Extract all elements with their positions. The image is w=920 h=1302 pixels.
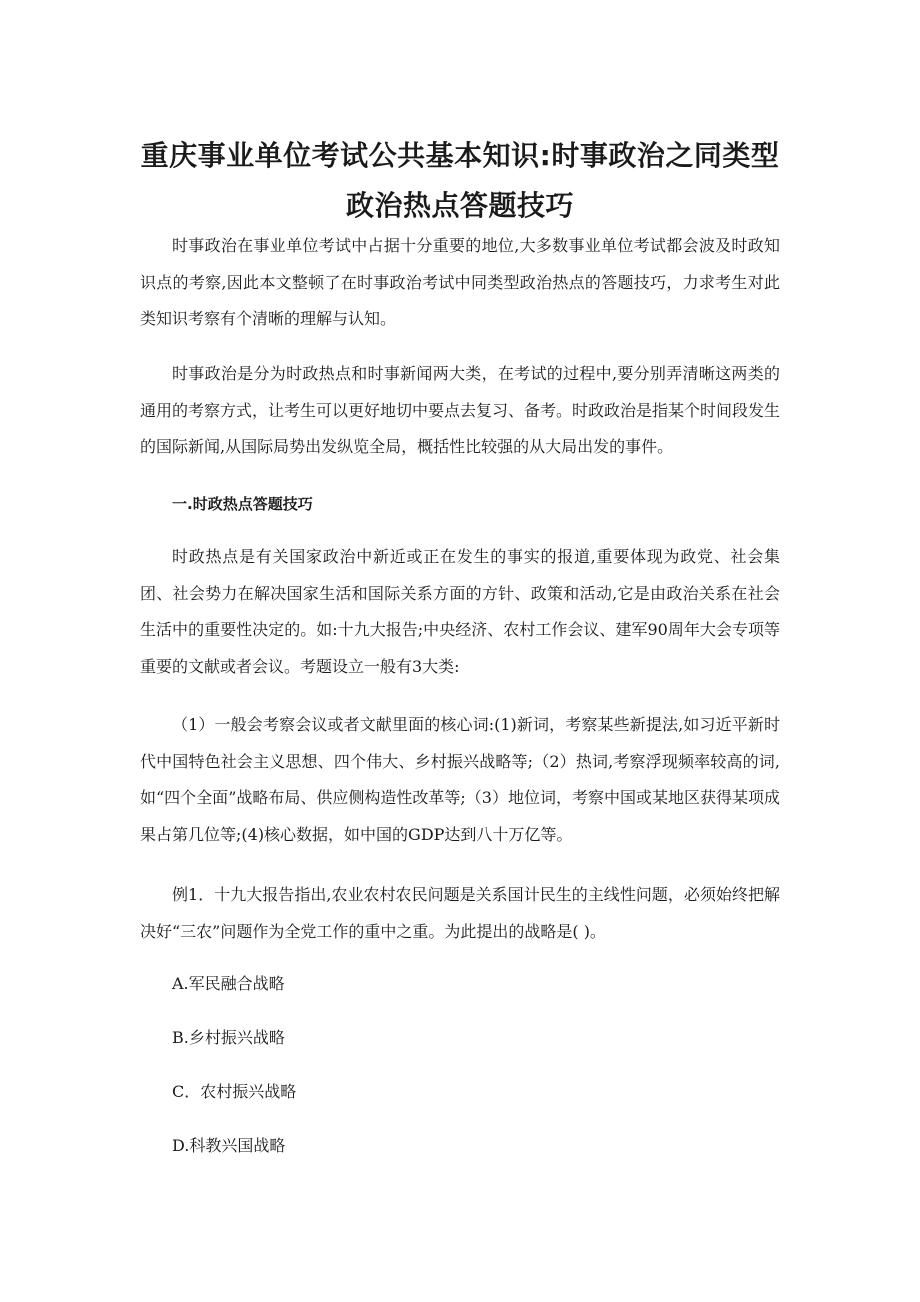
section-heading: 一.时政热点答题技巧 — [172, 495, 313, 513]
option-d: D.科教兴国战略 — [172, 1136, 286, 1155]
overview-paragraph: 时事政治是分为时政热点和时事新闻两大类，在考试的过程中,要分别弄清晰这两类的通用的考察方式，让考生可以更好地切中要点去复习、备考。时政政治是指某个时间段发生的国际新闻,从国际局势出发纵览全局，概括性比较强的从大局出发的事件。 — [140, 364, 781, 456]
option-a: A.军民融合战略 — [172, 974, 285, 993]
question-types-paragraph: （1）一般会考察会议或者文献里面的核心词:(1)新词，考察某些新提法,如习近平新时代中国特色社会主义思想、四个伟大、乡村振兴战略等;（2）热词,考察浮现频率较高的词,如“四个全面”战略布局、供应侧构造性改革等;（3）地位词，考察中国或某地区获得某项成果占第几位等;(4)核心数据，如中国的GDP达到八十万亿等。 — [140, 715, 780, 844]
option-c: C．农村振兴战略 — [172, 1082, 297, 1101]
document-title-line-1: 重庆事业单位考试公共基本知识:时事政治之同类型 — [140, 138, 780, 172]
document-title-line-2: 政治热点答题技巧 — [345, 188, 574, 222]
hotspot-paragraph: 时政热点是有关国家政治中新近或正在发生的事实的报道,重要体现为政党、社会集团、社会势力在解决国家生活和国际关系方面的方针、政策和活动,它是由政治关系在社会生活中的重要性决定的。如:十九大报告;中央经济、农村工作会议、建军90周年大会专项等重要的文献或者会议。考题设立一般有3大类: — [140, 547, 780, 676]
example-question: 例1．十九大报告指出,农业农村农民问题是关系国计民生的主线性问题，必须始终把解决好“三农”问题作为全党工作的重中之重。为此提出的战略是( )。 — [140, 885, 780, 941]
intro-paragraph: 时事政治在事业单位考试中占据十分重要的地位,大多数事业单位考试都会波及时政知识点的考察,因此本文整顿了在时事政治考试中同类型政治热点的答题技巧，力求考生对此类知识考察有个清晰的理解与认知。 — [140, 236, 780, 328]
option-b: B.乡村振兴战略 — [172, 1028, 285, 1047]
